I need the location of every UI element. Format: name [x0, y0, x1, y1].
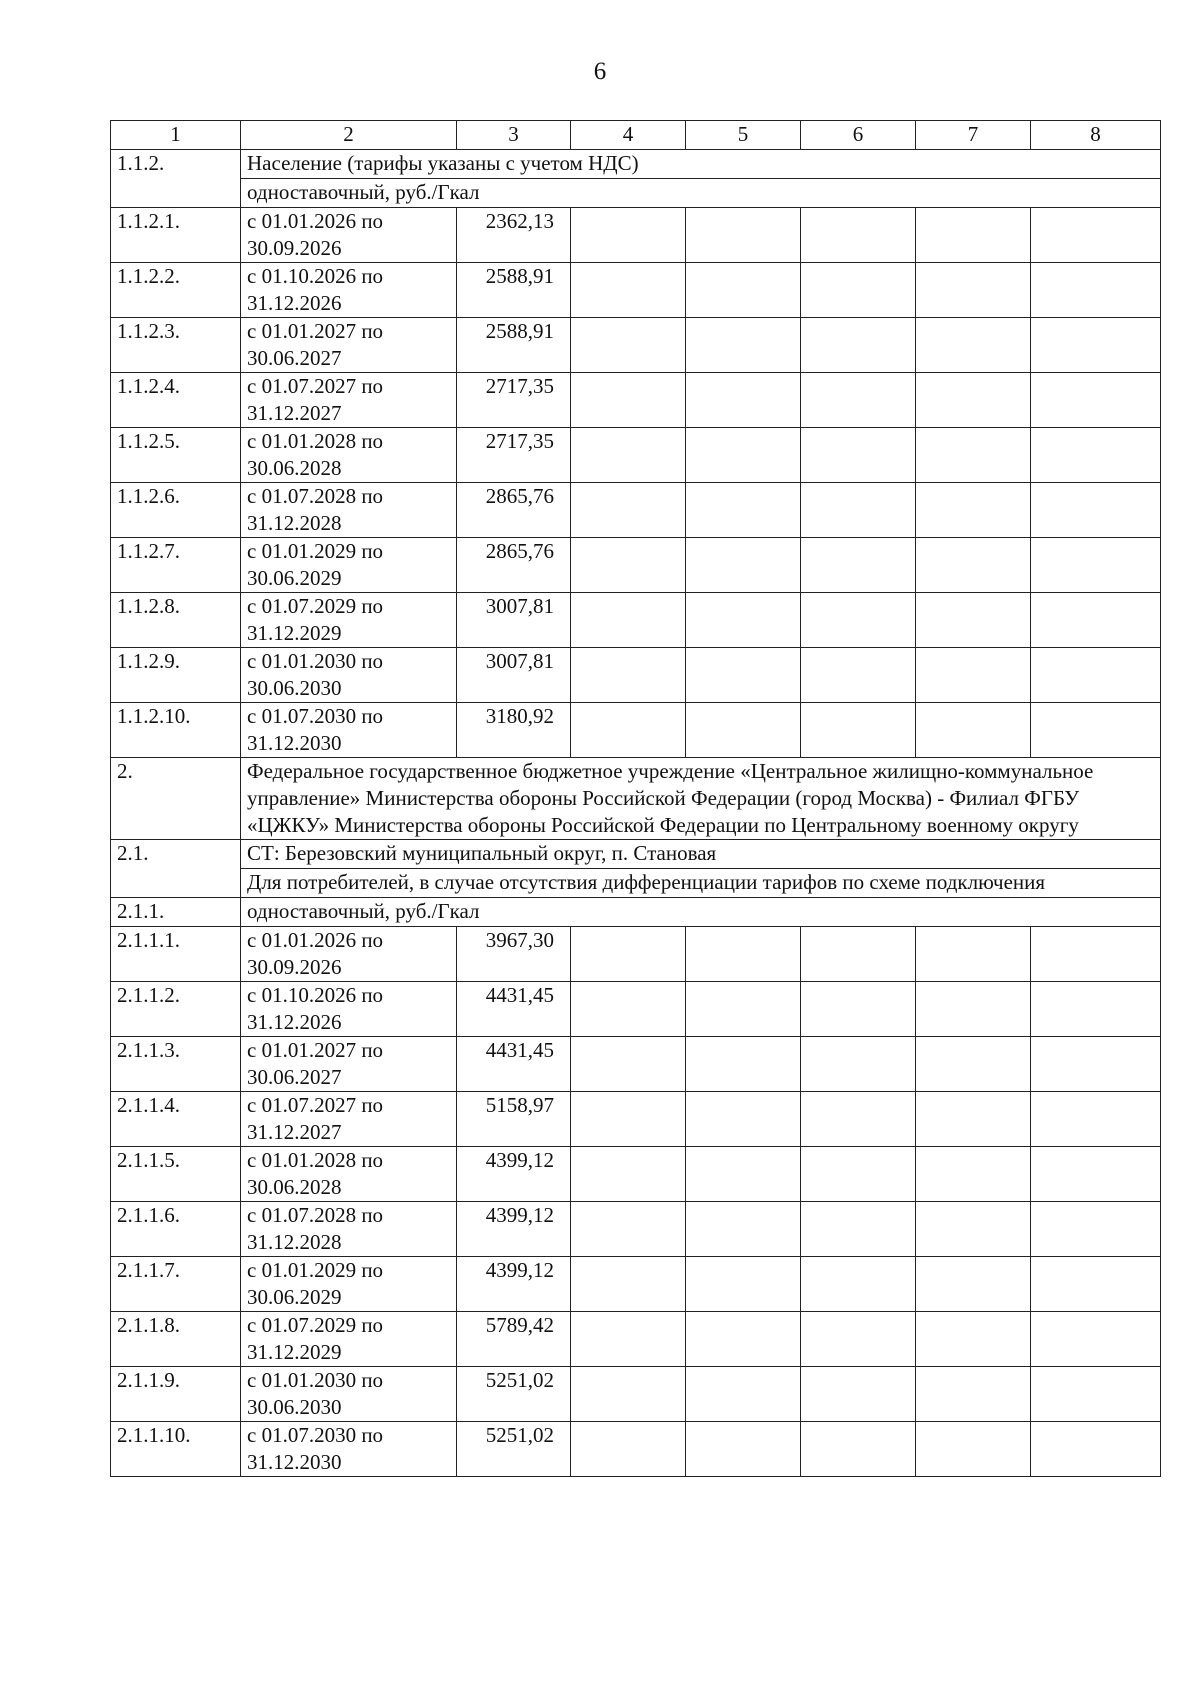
- empty-cell: [801, 373, 916, 428]
- empty-cell: [801, 1312, 916, 1367]
- empty-cell: [686, 593, 801, 648]
- empty-cell: [686, 318, 801, 373]
- empty-cell: [801, 1092, 916, 1147]
- empty-cell: [916, 593, 1031, 648]
- table-row: [111, 428, 1161, 483]
- empty-cell: [801, 593, 916, 648]
- tariff-value: 3007,81: [457, 593, 571, 648]
- tariff-value: 4399,12: [457, 1147, 571, 1202]
- empty-cell: [801, 428, 916, 483]
- empty-cell: [1031, 1312, 1161, 1367]
- table-row: [111, 1202, 1161, 1257]
- row-code: 1.1.2.: [111, 150, 241, 208]
- empty-cell: [686, 208, 801, 263]
- row-code: 1.1.2.9.: [111, 648, 241, 703]
- period-cell: с 01.07.2030 по 31.12.2030: [241, 703, 457, 758]
- row-code: 2.1.1.9.: [111, 1367, 241, 1422]
- table-row: [111, 263, 1161, 318]
- empty-cell: [1031, 428, 1161, 483]
- empty-cell: [571, 648, 686, 703]
- empty-cell: [1031, 648, 1161, 703]
- table-row: [111, 1257, 1161, 1312]
- row-code: 1.1.2.3.: [111, 318, 241, 373]
- empty-cell: [916, 1092, 1031, 1147]
- empty-cell: [686, 263, 801, 318]
- empty-cell: [916, 318, 1031, 373]
- tariff-value: 2717,35: [457, 428, 571, 483]
- empty-cell: [686, 538, 801, 593]
- empty-cell: [571, 703, 686, 758]
- empty-cell: [1031, 208, 1161, 263]
- empty-cell: [686, 483, 801, 538]
- empty-cell: [801, 982, 916, 1037]
- empty-cell: [571, 318, 686, 373]
- empty-cell: [571, 1147, 686, 1202]
- empty-cell: [1031, 982, 1161, 1037]
- table-row: [111, 703, 1161, 758]
- empty-cell: [571, 263, 686, 318]
- empty-cell: [916, 1312, 1031, 1367]
- empty-cell: [571, 927, 686, 982]
- row-code: 1.1.2.8.: [111, 593, 241, 648]
- empty-cell: [1031, 1257, 1161, 1312]
- row-code: 2.1.1.8.: [111, 1312, 241, 1367]
- empty-cell: [571, 1312, 686, 1367]
- empty-cell: [571, 1037, 686, 1092]
- period-cell: с 01.07.2030 по 31.12.2030: [241, 1422, 457, 1477]
- table-row: [111, 1037, 1161, 1092]
- empty-cell: [571, 538, 686, 593]
- group-row: [111, 840, 1161, 869]
- empty-cell: [571, 483, 686, 538]
- table-row: [111, 318, 1161, 373]
- row-code: 2.1.1.7.: [111, 1257, 241, 1312]
- tariff-value: 4431,45: [457, 982, 571, 1037]
- period-cell: с 01.07.2027 по 31.12.2027: [241, 373, 457, 428]
- tariff-value: 3180,92: [457, 703, 571, 758]
- empty-cell: [686, 373, 801, 428]
- subgroup-row: [111, 869, 1161, 898]
- tariff-value: 3007,81: [457, 648, 571, 703]
- empty-cell: [916, 1422, 1031, 1477]
- empty-cell: [801, 208, 916, 263]
- tariff-value: 2588,91: [457, 318, 571, 373]
- empty-cell: [801, 648, 916, 703]
- tariff-value: 2865,76: [457, 483, 571, 538]
- column-number: 7: [916, 121, 1031, 150]
- empty-cell: [1031, 263, 1161, 318]
- tariff-value: 4399,12: [457, 1257, 571, 1312]
- empty-cell: [571, 373, 686, 428]
- row-code: 2.1.1.10.: [111, 1422, 241, 1477]
- empty-cell: [801, 927, 916, 982]
- row-code: 2.1.1.: [111, 898, 241, 927]
- tariff-value: 5789,42: [457, 1312, 571, 1367]
- period-cell: с 01.07.2028 по 31.12.2028: [241, 483, 457, 538]
- empty-cell: [686, 1092, 801, 1147]
- table-row: [111, 1147, 1161, 1202]
- empty-cell: [686, 1367, 801, 1422]
- empty-cell: [801, 1367, 916, 1422]
- empty-cell: [686, 1312, 801, 1367]
- empty-cell: [1031, 1367, 1161, 1422]
- period-cell: с 01.01.2027 по 30.06.2027: [241, 318, 457, 373]
- row-code: 1.1.2.4.: [111, 373, 241, 428]
- period-cell: с 01.01.2026 по 30.09.2026: [241, 927, 457, 982]
- empty-cell: [571, 1257, 686, 1312]
- empty-cell: [916, 208, 1031, 263]
- table-row: [111, 208, 1161, 263]
- empty-cell: [1031, 593, 1161, 648]
- empty-cell: [686, 1422, 801, 1477]
- period-cell: с 01.01.2030 по 30.06.2030: [241, 648, 457, 703]
- row-code: 2.: [111, 758, 241, 840]
- page-number: 6: [593, 58, 607, 85]
- row-code: 1.1.2.7.: [111, 538, 241, 593]
- empty-cell: [916, 263, 1031, 318]
- empty-cell: [916, 1037, 1031, 1092]
- table-row: [111, 538, 1161, 593]
- row-code: 1.1.2.10.: [111, 703, 241, 758]
- row-code: 1.1.2.2.: [111, 263, 241, 318]
- period-cell: с 01.01.2026 по 30.09.2026: [241, 208, 457, 263]
- period-cell: с 01.01.2028 по 30.06.2028: [241, 428, 457, 483]
- tariff-value: 4431,45: [457, 1037, 571, 1092]
- period-cell: с 01.07.2029 по 31.12.2029: [241, 593, 457, 648]
- column-number: 8: [1031, 121, 1161, 150]
- empty-cell: [686, 1202, 801, 1257]
- tariff-table-body: [111, 121, 1161, 1477]
- empty-cell: [571, 1422, 686, 1477]
- column-number: 6: [801, 121, 916, 150]
- column-number: 5: [686, 121, 801, 150]
- empty-cell: [916, 648, 1031, 703]
- row-code: 2.1.1.5.: [111, 1147, 241, 1202]
- empty-cell: [1031, 1147, 1161, 1202]
- empty-cell: [916, 428, 1031, 483]
- period-cell: с 01.10.2026 по 31.12.2026: [241, 982, 457, 1037]
- column-number: 3: [457, 121, 571, 150]
- tariff-value: 5158,97: [457, 1092, 571, 1147]
- empty-cell: [686, 648, 801, 703]
- empty-cell: [801, 1147, 916, 1202]
- period-cell: с 01.07.2027 по 31.12.2027: [241, 1092, 457, 1147]
- empty-cell: [801, 1422, 916, 1477]
- group-row: [111, 150, 1161, 179]
- empty-cell: [916, 927, 1031, 982]
- empty-cell: [916, 373, 1031, 428]
- group-label: Население (тарифы указаны с учетом НДС): [241, 150, 1161, 179]
- column-numbers-row: [111, 121, 1161, 150]
- row-code: 1.1.2.5.: [111, 428, 241, 483]
- period-cell: с 01.07.2028 по 31.12.2028: [241, 1202, 457, 1257]
- empty-cell: [571, 1367, 686, 1422]
- empty-cell: [1031, 538, 1161, 593]
- empty-cell: [1031, 318, 1161, 373]
- empty-cell: [686, 1037, 801, 1092]
- period-cell: с 01.01.2029 по 30.06.2029: [241, 538, 457, 593]
- empty-cell: [686, 1257, 801, 1312]
- empty-cell: [686, 982, 801, 1037]
- column-number: 1: [111, 121, 241, 150]
- tariff-value: 2717,35: [457, 373, 571, 428]
- period-cell: с 01.01.2027 по 30.06.2027: [241, 1037, 457, 1092]
- row-code: 1.1.2.1.: [111, 208, 241, 263]
- table-row: [111, 982, 1161, 1037]
- row-code: 2.1.1.4.: [111, 1092, 241, 1147]
- empty-cell: [801, 1257, 916, 1312]
- empty-cell: [686, 1147, 801, 1202]
- empty-cell: [686, 703, 801, 758]
- tariff-value: 5251,02: [457, 1422, 571, 1477]
- tariff-value: 2362,13: [457, 208, 571, 263]
- empty-cell: [916, 1257, 1031, 1312]
- group-label: СТ: Березовский муниципальный округ, п. Становая: [241, 840, 1161, 869]
- period-cell: с 01.01.2028 по 30.06.2028: [241, 1147, 457, 1202]
- table-row: [111, 1312, 1161, 1367]
- empty-cell: [801, 318, 916, 373]
- organization-name: Федеральное государственное бюджетное учреждение «Центральное жилищно-коммунальное управление» Министерства обороны Российской Федерации (город Москва) - Филиал ФГБУ «ЦЖКУ» Министерства обороны Российской Федерации по Центральному военному округу: [241, 758, 1161, 840]
- row-code: 2.1.: [111, 840, 241, 898]
- table-row: [111, 927, 1161, 982]
- tariff-value: 3967,30: [457, 927, 571, 982]
- organization-row: [111, 758, 1161, 840]
- table-row: [111, 373, 1161, 428]
- table-row: [111, 483, 1161, 538]
- subgroup-label: Для потребителей, в случае отсутствия дифференциации тарифов по схеме подключения: [241, 869, 1161, 898]
- empty-cell: [916, 1202, 1031, 1257]
- tariff-value: 5251,02: [457, 1367, 571, 1422]
- row-code: 2.1.1.1.: [111, 927, 241, 982]
- empty-cell: [1031, 1092, 1161, 1147]
- period-cell: с 01.10.2026 по 31.12.2026: [241, 263, 457, 318]
- empty-cell: [1031, 927, 1161, 982]
- group-row: [111, 898, 1161, 927]
- tariff-value: 2865,76: [457, 538, 571, 593]
- empty-cell: [571, 208, 686, 263]
- empty-cell: [801, 538, 916, 593]
- period-cell: с 01.07.2029 по 31.12.2029: [241, 1312, 457, 1367]
- tariff-table: [110, 120, 1161, 1477]
- empty-cell: [571, 982, 686, 1037]
- empty-cell: [916, 703, 1031, 758]
- empty-cell: [916, 1367, 1031, 1422]
- empty-cell: [801, 703, 916, 758]
- table-row: [111, 593, 1161, 648]
- period-cell: с 01.01.2029 по 30.06.2029: [241, 1257, 457, 1312]
- empty-cell: [571, 428, 686, 483]
- table-row: [111, 1092, 1161, 1147]
- empty-cell: [1031, 373, 1161, 428]
- row-code: 2.1.1.6.: [111, 1202, 241, 1257]
- empty-cell: [571, 593, 686, 648]
- empty-cell: [916, 483, 1031, 538]
- empty-cell: [801, 1202, 916, 1257]
- empty-cell: [571, 1202, 686, 1257]
- empty-cell: [686, 428, 801, 483]
- empty-cell: [801, 263, 916, 318]
- empty-cell: [916, 1147, 1031, 1202]
- empty-cell: [801, 483, 916, 538]
- table-row: [111, 1367, 1161, 1422]
- tariff-value: 2588,91: [457, 263, 571, 318]
- group-label: одноставочный, руб./Гкал: [241, 898, 1161, 927]
- row-code: 1.1.2.6.: [111, 483, 241, 538]
- empty-cell: [916, 538, 1031, 593]
- table-row: [111, 648, 1161, 703]
- subgroup-label: одноставочный, руб./Гкал: [241, 179, 1161, 208]
- table-row: [111, 1422, 1161, 1477]
- empty-cell: [1031, 483, 1161, 538]
- empty-cell: [1031, 1422, 1161, 1477]
- row-code: 2.1.1.3.: [111, 1037, 241, 1092]
- tariff-value: 4399,12: [457, 1202, 571, 1257]
- column-number: 4: [571, 121, 686, 150]
- empty-cell: [1031, 1037, 1161, 1092]
- empty-cell: [1031, 703, 1161, 758]
- subgroup-row: [111, 179, 1161, 208]
- empty-cell: [916, 982, 1031, 1037]
- period-cell: с 01.01.2030 по 30.06.2030: [241, 1367, 457, 1422]
- row-code: 2.1.1.2.: [111, 982, 241, 1037]
- empty-cell: [1031, 1202, 1161, 1257]
- empty-cell: [571, 1092, 686, 1147]
- empty-cell: [801, 1037, 916, 1092]
- empty-cell: [686, 927, 801, 982]
- column-number: 2: [241, 121, 457, 150]
